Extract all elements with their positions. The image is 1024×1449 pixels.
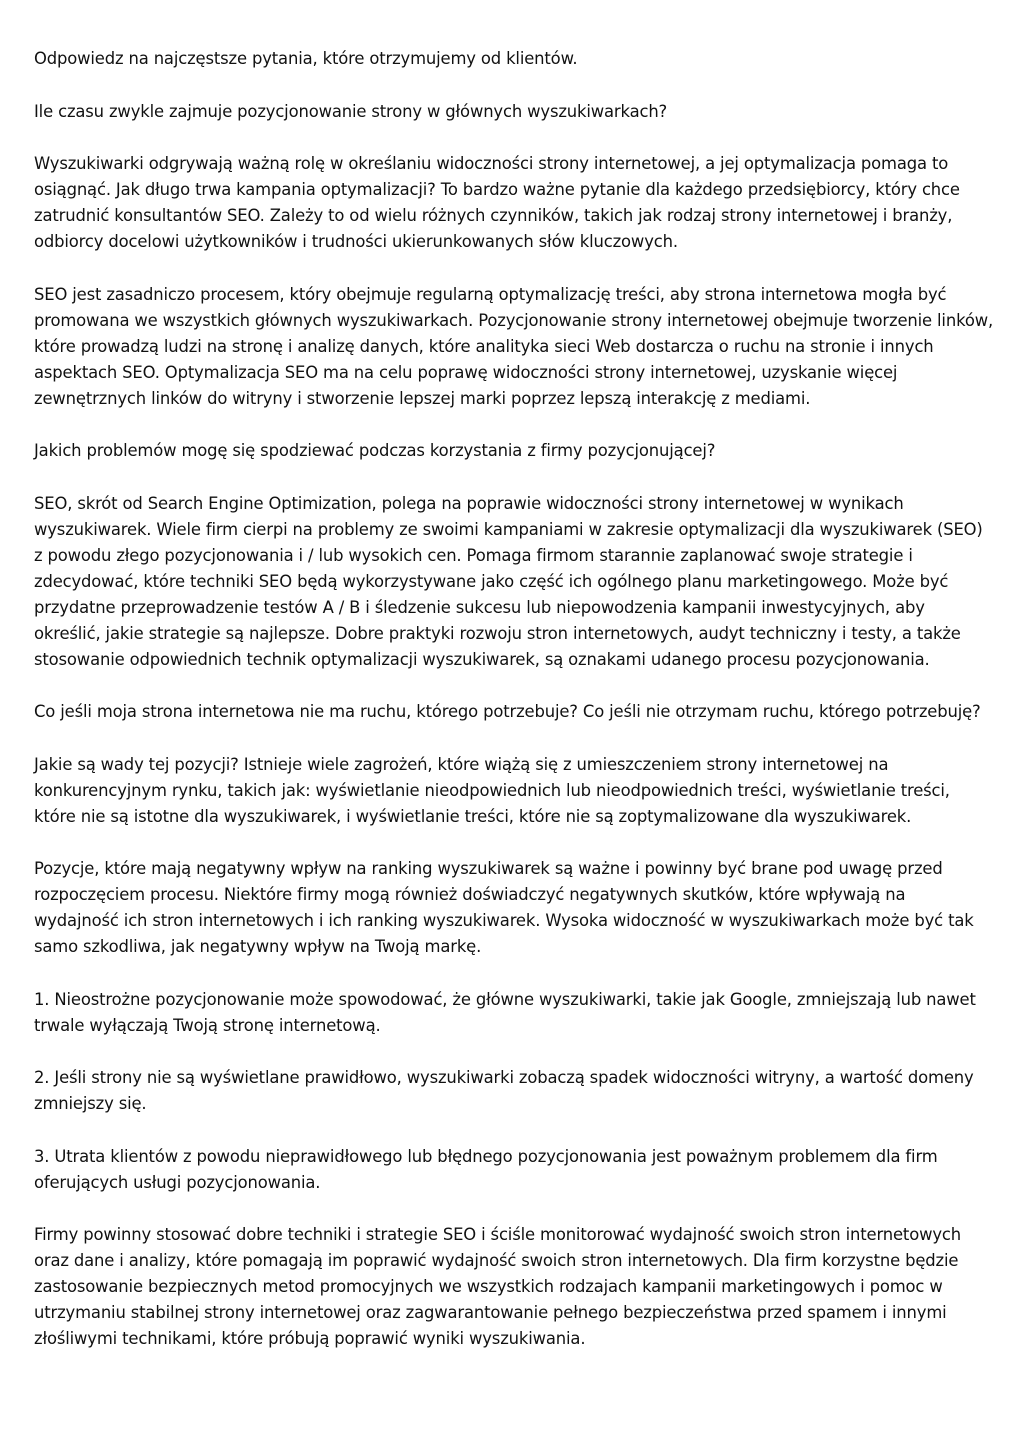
list-item-1: 1. Nieostrożne pozycjonowanie może spowodować, że główne wyszukiwarki, takie jak Google, zmniejszają lub nawet trwale wyłączają Twoją stronę internetową.	[34, 989, 976, 1035]
question-no-traffic: Co jeśli moja strona internetowa nie ma ruchu, którego potrzebuje? Co jeśli nie otrzymam ruchu, którego potrzebuję?	[34, 702, 981, 721]
intro-paragraph: Odpowiedz na najczęstsze pytania, które otrzymujemy od klientów.	[34, 49, 578, 68]
paragraph-search-engines-role: Wyszukiwarki odgrywają ważną rolę w określaniu widoczności strony internetowej, a jej optymalizacja pomaga to osiągnąć. Jak długo trwa kampania optymalizacji? To bardzo ważne pytanie dla każdego przedsiębiorcy, który chce zatrudnić konsultantów SEO. Zależy to od wielu różnych czynników, takich jak rodzaj strony internetowej i branży, odbiorcy docelowi użytkowników i trudności ukierunkowanych słów kluczowych.	[34, 154, 960, 251]
document-body	[34, 46, 994, 1379]
closing-paragraph: Firmy powinny stosować dobre techniki i strategie SEO i ściśle monitorować wydajność swoich stron internetowych oraz dane i analizy, które pomagają im poprawić wydajność swoich stron internetowych. Dla firm korzystne będzie zastosowanie bezpiecznych metod promocyjnych we wszystkich rodzajach kampanii marketingowych i pomoc w utrzymaniu stabilnej strony internetowej oraz zagwarantowanie pełnego bezpieczeństwa przed spamem i innymi złośliwymi technikami, które próbują poprawić wyniki wyszukiwania.	[34, 1225, 961, 1348]
paragraph-seo-definition: SEO, skrót od Search Engine Optimization, polega na poprawie widoczności strony internetowej w wynikach wyszukiwarek. Wiele firm cierpi na problemy ze swoimi kampaniami w zakresie optymalizacji dla wyszukiwarek (SEO) z powodu złego pozycjonowania i / lub wysokich cen. Pomaga firmom starannie zaplanować swoje strategie i zdecydować, które techniki SEO będą wykorzystywane jako część ich ogólnego planu marketingowego. Może być przydatne przeprowadzenie testów A / B i śledzenie sukcesu lub niepowodzenia kampanii inwestycyjnych, aby określić, jakie strategie są najlepsze. Dobre praktyki rozwoju stron internetowych, audyt techniczny i testy, a także stosowanie odpowiednich technik optymalizacji wyszukiwarek, są oznakami udanego procesu pozycjonowania.	[34, 493, 983, 669]
paragraph-disadvantages: Jakie są wady tej pozycji? Istnieje wiele zagrożeń, które wiążą się z umieszczeniem strony internetowej na konkurencyjnym rynku, takich jak: wyświetlanie nieodpowiednich lub nieodpowiednich treści, wyświetlanie treści, które nie są istotne dla wyszukiwarek, i wyświetlanie treści, które nie są zoptymalizowane dla wyszukiwarek.	[34, 754, 950, 826]
paragraph-negative-impact: Pozycje, które mają negatywny wpływ na ranking wyszukiwarek są ważne i powinny być brane pod uwagę przed rozpoczęciem procesu. Niektóre firmy mogą również doświadczyć negatywnych skutków, które wpływają na wydajność ich stron internetowych i ich ranking wyszukiwarek. Wysoka widoczność w wyszukiwarkach może być tak samo szkodliwa, jak negatywny wpływ na Twoją markę.	[34, 859, 974, 956]
list-item-2: 2. Jeśli strony nie są wyświetlane prawidłowo, wyszukiwarki zobaczą spadek widoczności witryny, a wartość domeny zmniejszy się.	[34, 1068, 974, 1113]
paragraph-seo-process: SEO jest zasadniczo procesem, który obejmuje regularną optymalizację treści, aby strona internetowa mogła być promowana we wszystkich głównych wyszukiwarkach. Pozycjonowanie strony internetowej obejmuje tworzenie linków, które prowadzą ludzi na stronę i analizę danych, które analityka sieci Web dostarcza o ruchu na stronie i innych aspektach SEO. Optymalizacja SEO ma na celu poprawę widoczności strony internetowej, uzyskanie więcej zewnętrznych linków do witryny i stworzenie lepszej marki poprzez lepszą interakcję z mediami.	[34, 284, 994, 408]
list-item-3: 3. Utrata klientów z powodu nieprawidłowego lub błędnego pozycjonowania jest poważnym problemem dla firm oferujących usługi pozycjonowania.	[34, 1146, 938, 1192]
question-duration: Ile czasu zwykle zajmuje pozycjonowanie strony w głównych wyszukiwarkach?	[34, 101, 668, 121]
question-problems: Jakich problemów mogę się spodziewać podczas korzystania z firmy pozycjonującej?	[34, 441, 716, 460]
